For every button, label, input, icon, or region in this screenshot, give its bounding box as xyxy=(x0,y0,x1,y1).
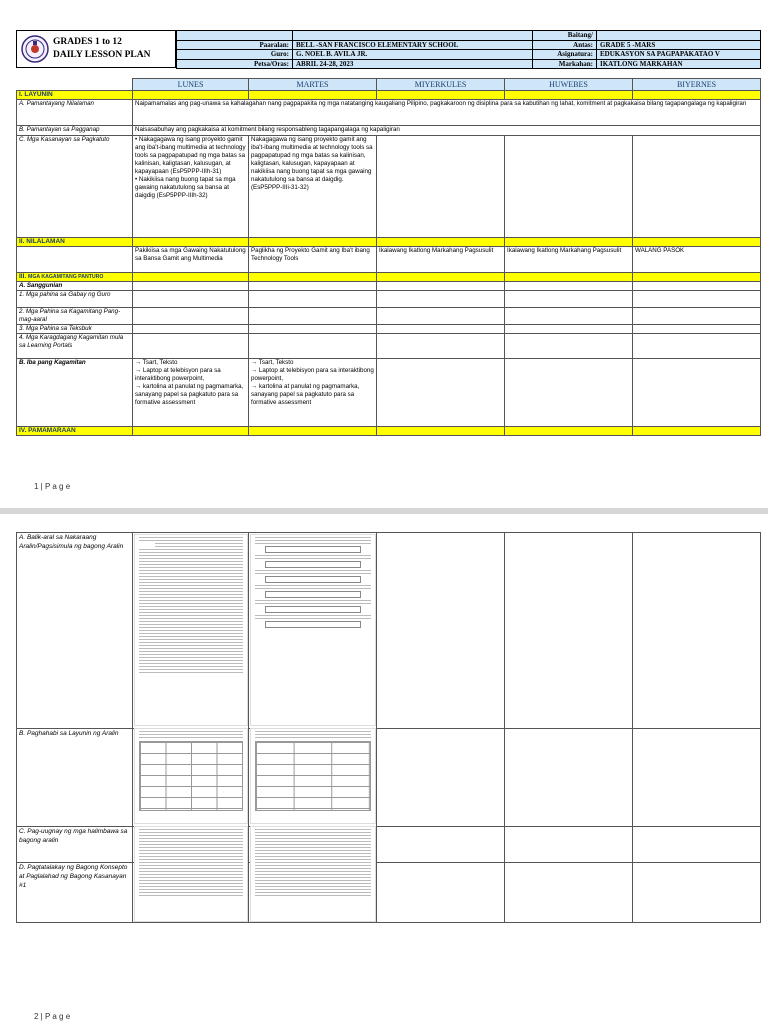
iba-pang-kagamitan-lunes: → Tsart, Teksto → Laptop at telebisyon para sa interaktibong powerpoint, → kartolina at panulat ng pagmamarka, sanayang papel sa pagkatuto para sa formative assessment xyxy=(133,359,249,427)
row-label-sanggunian: A. Sanggunian xyxy=(17,282,133,291)
header-info-table xyxy=(176,30,761,69)
activity-sheet-image-martes-2 xyxy=(250,728,376,824)
section-kagamitan-number: III. xyxy=(19,273,27,280)
section-kagamitan-title: MGA KAGAMITANG PANTURO xyxy=(28,274,104,280)
row-label-pag-uugnay: C. Pag-uugnay ng mga halimbawa sa bagong aralin xyxy=(17,827,133,863)
kasanayan-martes: Nakagagawa ng isang proyekto gamit ang iba't-ibang multimedia at technology tools sa pagpapatupad ng mga batas sa kalinisan, kaligtasan, kalusugan, kapayapaan at nakikiisa nang buong tapat sa mga gawaing nakatutulong sa bansa at daigdig. (EsP5PPP-IIIi-31-32) xyxy=(249,136,377,238)
guro-value: G. NOEL B. AVILA JR. xyxy=(293,50,533,60)
petsa-label: Petsa/Oras: xyxy=(177,59,293,69)
title-grades: GRADES 1 to 12 xyxy=(53,37,122,47)
page-footer-1: 1 | P a g e xyxy=(34,482,71,491)
section-nilalaman: II. NILALAMAN xyxy=(17,238,133,247)
paaralan-label: Paaralan: xyxy=(177,40,293,50)
kasanayan-lunes: • Nakagagawa ng isang proyekto gamit ang iba't-ibang multimedia at technology tools sa pagpapatupad ng mga batas sa kalinisan, kaligtasan, kalusugan, at kapayapaan (EsP5PPP-IIIh-31) • Nakikiisa nang buong tapat sa mga gawaing nakatutulong sa bansa at daigdig (EsP5PPP-IIIh-32) xyxy=(133,136,249,238)
deped-seal-icon xyxy=(21,35,49,63)
page-footer-2: 2 | P a g e xyxy=(34,1012,71,1021)
petsa-value: ABRIL 24-28, 2023 xyxy=(293,59,533,69)
day-martes: MARTES xyxy=(249,79,377,91)
lesson-plan-table xyxy=(16,78,761,436)
activity-sheet-image-martes-1 xyxy=(250,534,376,726)
nilalaman-huwebes: Ikalawang Ikatlong Markahang Pagsusulit xyxy=(505,247,633,273)
row-label-gabay-guro: 1. Mga pahina sa Gabay ng Guro xyxy=(17,291,133,308)
page-1 xyxy=(0,0,768,508)
nilalaman-lunes: Pakikiisa sa mga Gawaing Nakatutulong sa Bansa Gamit ang Multimedia xyxy=(133,247,249,273)
day-miyerkules: MIYERKULES xyxy=(377,79,505,91)
row-label-iba-pang-kagamitan: B. Iba pang Kagamitan xyxy=(17,359,133,427)
day-lunes: LUNES xyxy=(133,79,249,91)
nilalaman-biyernes: WALANG PASOK xyxy=(633,247,761,273)
section-pamamaraan: IV. PAMAMARAAN xyxy=(17,427,133,436)
activity-sheet-image-lunes-3 xyxy=(134,826,248,922)
row-label-pamantayan-pagganap: B. Pamantayan sa Pagganap xyxy=(17,126,133,136)
markahan-label: Markahan: xyxy=(533,59,597,69)
row-label-kasanayan: C. Mga Kasanayan sa Pagkatuto xyxy=(17,136,133,238)
guro-label: Guro: xyxy=(177,50,293,60)
iba-pang-kagamitan-martes: → Tsart, Teksto → Laptop at telebisyon para sa interaktibong powerpoint, → kartolina at panulat ng pagmamarka, sanayang papel sa pagkatuto para sa formative assessment xyxy=(249,359,377,427)
antas-label: Antas: xyxy=(533,40,597,50)
baitang-label: Baitang/ xyxy=(533,31,597,41)
nilalaman-martes: Paglikha ng Proyekto Gamit ang Iba't ibang Technology Tools xyxy=(249,247,377,273)
asignatura-label: Asignatura: xyxy=(533,50,597,60)
row-label-kagamitang-pang-mag-aaral: 2. Mga Pahina sa Kagamitang Pang-mag-aaral xyxy=(17,308,133,325)
row-label-pagtatalakay: D. Pagtatalakay ng Bagong Konsepto at Paglalahad ng Bagong Kasanayan #1 xyxy=(17,863,133,923)
day-huwebes: HUWEBES xyxy=(505,79,633,91)
dlp-title-block xyxy=(16,30,176,68)
activity-sheet-image-lunes-2 xyxy=(134,728,248,824)
title-dlp: DAILY LESSON PLAN xyxy=(53,50,151,60)
pamantayan-pagganap-text: Naisasabuhay ang pagkakaisa at komitment bilang responsableng tagapangalaga ng kapaligiran xyxy=(133,126,761,136)
asignatura-value: EDUKASYON SA PAGPAPAKATAO V xyxy=(597,50,761,60)
paaralan-value: BELL -SAN FRANCISCO ELEMENTARY SCHOOL xyxy=(293,40,533,50)
section-layunin: I. LAYUNIN xyxy=(17,91,133,100)
activity-sheet-image-martes-3 xyxy=(250,826,376,922)
row-label-balik-aral: A. Balik-aral sa Nakaraang Aralin/Pagsisimula ng bagong Aralin xyxy=(17,533,133,729)
row-label-learning-portals: 4. Mga Karagdagang Kagamitan mula sa Learning Portals xyxy=(17,334,133,359)
nilalaman-miyerkules: Ikalawang Ikatlong Markahang Pagsusulit xyxy=(377,247,505,273)
row-label-paghahabi: B. Paghahabi sa Layunin ng Aralin xyxy=(17,729,133,827)
pamamaraan-table xyxy=(16,532,761,923)
day-biyernes: BIYERNES xyxy=(633,79,761,91)
section-kagamitan xyxy=(17,273,133,282)
row-label-pamantayang-nilalaman: A. Pamantayang Nilalaman xyxy=(17,100,133,126)
pamantayang-nilalaman-text: Naipamamalas ang pag-unawa sa kahalagahan nang pagpapakita ng mga natatanging kaugaliang Pilipino, pagkakaroon ng disiplina para sa kabutihan ng lahat, komitment at pagkakaisa bilang tagapangalaga ng kapaligiran xyxy=(133,100,761,126)
page-2 xyxy=(0,514,768,1024)
activity-sheet-image-lunes-1 xyxy=(134,534,248,726)
markahan-value: IKATLONG MARKAHAN xyxy=(597,59,761,69)
antas-value: GRADE 5 -MARS xyxy=(597,40,761,50)
row-label-teksbuk: 3. Mga Pahina sa Teksbuk xyxy=(17,325,133,334)
